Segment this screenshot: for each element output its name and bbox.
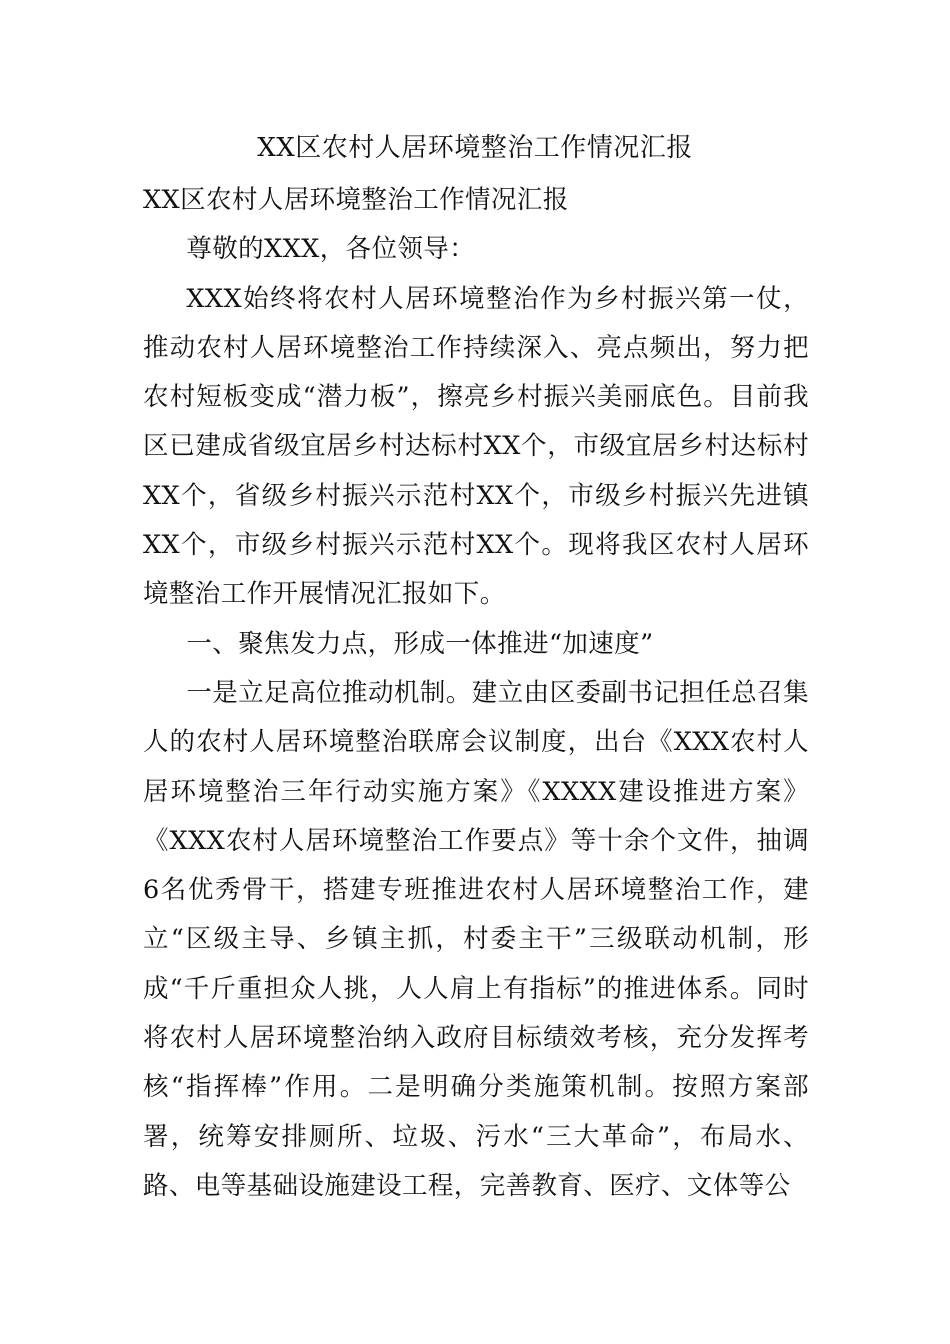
section-heading-1: 一、聚焦发力点，形成一体推进“加速度” <box>186 628 654 659</box>
document-subtitle: XX区农村人居环境整治工作情况汇报 <box>143 185 569 215</box>
paragraph-intro: XXX始终将农村人居环境整治作为乡村振兴第一仗，推动农村人居环境整治工作持续深入、亮点频出，努力把农村短板变成“潜力板”，擦亮乡村振兴美丽底色。目前我区已建成省级宜居乡村达标村XX个，市级宜居乡村达标村XX个，省级乡村振兴示范村XX个，市级乡村振兴先进镇XX个，市级乡村振兴示范村XX个。现将我区农村人居环境整治工作开展情况汇报如下。 <box>143 283 809 610</box>
paragraph-section-1: 一是立足高位推动机制。建立由区委副书记担任总召集人的农村人居环境整治联席会议制度，出台《XXX农村人居环境整治三年行动实施方案》《XXXX建设推进方案》《XXX农村人居环境整治工作要点》等十余个文件，抽调6名优秀骨干，搭建专班推进农村人居环境整治工作，建立“区级主导、乡镇主抓，村委主干”三级联动机制，形成“千斤重担众人挑，人人肩上有指标”的推进体系。同时将农村人居环境整治纳入政府目标绩效考核，充分发挥考核“指挥棒”作用。二是明确分类施策机制。按照方案部署，统筹安排厕所、垃圾、污水“三大革命”，布局水、路、电等基础设施建设工程，完善教育、医疗、文体等公 <box>143 677 809 1201</box>
document-body <box>143 176 809 1211</box>
document-title: XX区农村人居环境整治工作情况汇报 <box>257 133 693 163</box>
salutation: 尊敬的XXX，各位领导： <box>186 234 476 265</box>
